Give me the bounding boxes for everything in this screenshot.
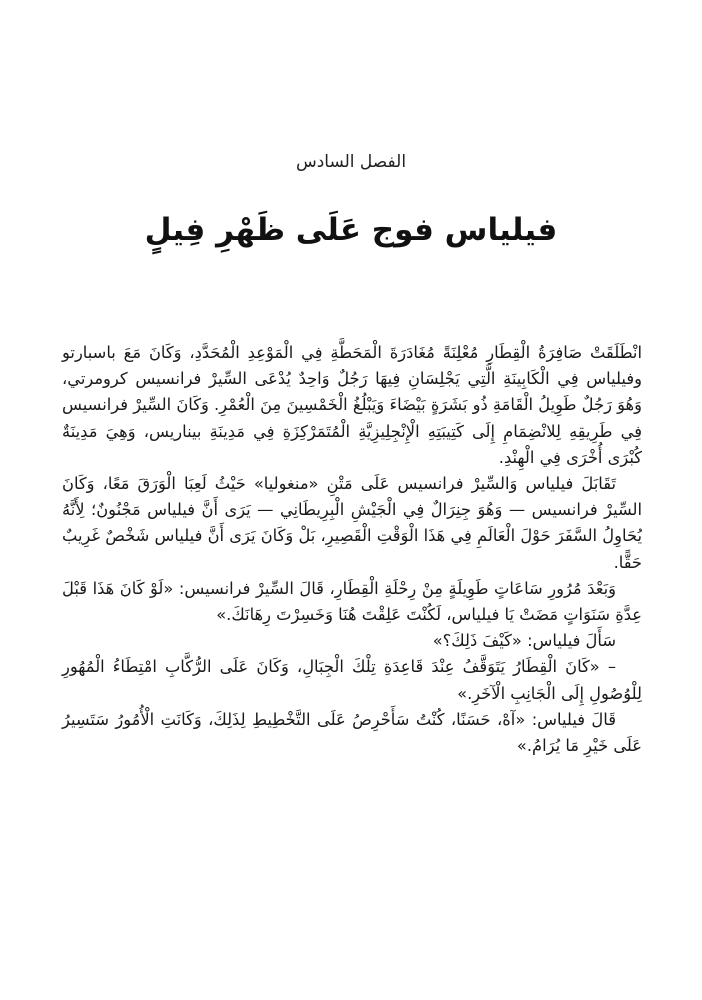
paragraph: سَأَلَ فيلياس: «كَيْفَ ذَلِكَ؟» (432, 631, 616, 651)
body-text (62, 340, 642, 759)
paragraph: انْطَلَقَتْ صَافِرَةُ الْقِطَارِ مُعْلِنَةً مُغَادَرَةَ الْمَحَطَّةِ فِي الْمَوْعِدِ الْمُحَدَّدِ، وَكَانَ مَعَ باسبارتو وفيلياس فِي الْكَابِينَةِ الَّتِي يَجْلِسَانِ فِيهَا رَجُلٌ وَاحِدٌ يُدْعَى السِّيرْ فرانسيس كرومرتي، وَهُوَ رَجُلٌ طَوِيلُ الْقَامَةِ ذُو بَشَرَةٍ بَيْضَاءَ وَيَبْلُغُ الْخَمْسِينَ مِنَ الْعُمْرِ. وَكَانَ السِّيرْ فرانسيس فِي طَرِيقِهِ لِلانْضِمَامِ إِلَى كَتِيبَتِهِ الْإِنْجِلِيزِيَّةِ الْمُتَمَرْكِزَةِ فِي مَدِينَةِ بيناريس، وَهِيَ مَدِينَةٌ كُبْرَى أُخْرَى فِي الْهِنْدِ. (62, 343, 642, 467)
paragraph: – «كَانَ الْقِطَارُ يَتَوَقَّفُ عِنْدَ قَاعِدَةِ تِلْكَ الْجِبَالِ، وَكَانَ عَلَى الرُّكَّابِ امْتِطَاءُ الْمُهُورِ لِلْوُصُولِ إِلَى الْجَانِبِ الْآخَرِ.» (62, 657, 642, 703)
paragraph: وَبَعْدَ مُرُورِ سَاعَاتٍ طَوِيلَةٍ مِنْ رِحْلَةِ الْقِطَارِ، قَالَ السِّيرْ فرانسيس: «لَوْ كَانَ هَذَا قَبْلَ عِدَّةِ سَنَوَاتٍ مَضَتْ يَا فيلياس، لَكُنْتَ عَلِقْتَ هُنَا وَخَسِرْتَ رِهَانَكَ.» (62, 578, 642, 625)
chapter-title: فيلياس فوج عَلَى ظَهْرِ فِيلٍ (144, 212, 558, 248)
paragraph: قَالَ فيلياس: «آهْ، حَسَنًا، كُنْتُ سَأَحْرِصُ عَلَى التَّخْطِيطِ لِذَلِكَ، وَكَانَتِ الْأُمُورُ سَتَسِيرُ عَلَى خَيْرِ مَا يُرَامُ.» (62, 709, 642, 756)
paragraph: تَقَابَلَ فيلياس وَالسِّيرْ فرانسيس عَلَى مَتْنِ «منغوليا» حَيْثُ لَعِبَا الْوَرَقَ مَعًا، وَكَانَ السِّيرْ فرانسيس — وَهُوَ جِنِرَالٌ فِي الْجَيْشِ الْبِرِيطَانِي — يَرَى أَنَّ فيلياس مَجْنُونٌ؛ لِأَنَّهُ يُحَاوِلُ السَّفَرَ حَوْلَ الْعَالَمِ فِي هَذَا الْوَقْتِ الْقَصِيرِ، بَلْ وَكَانَ يَرَى أَنَّ فيلياس شَخْصٌ غَرِيبٌ حَقًّا. (62, 474, 642, 572)
chapter-number-label: الفصل السادس (295, 152, 407, 172)
